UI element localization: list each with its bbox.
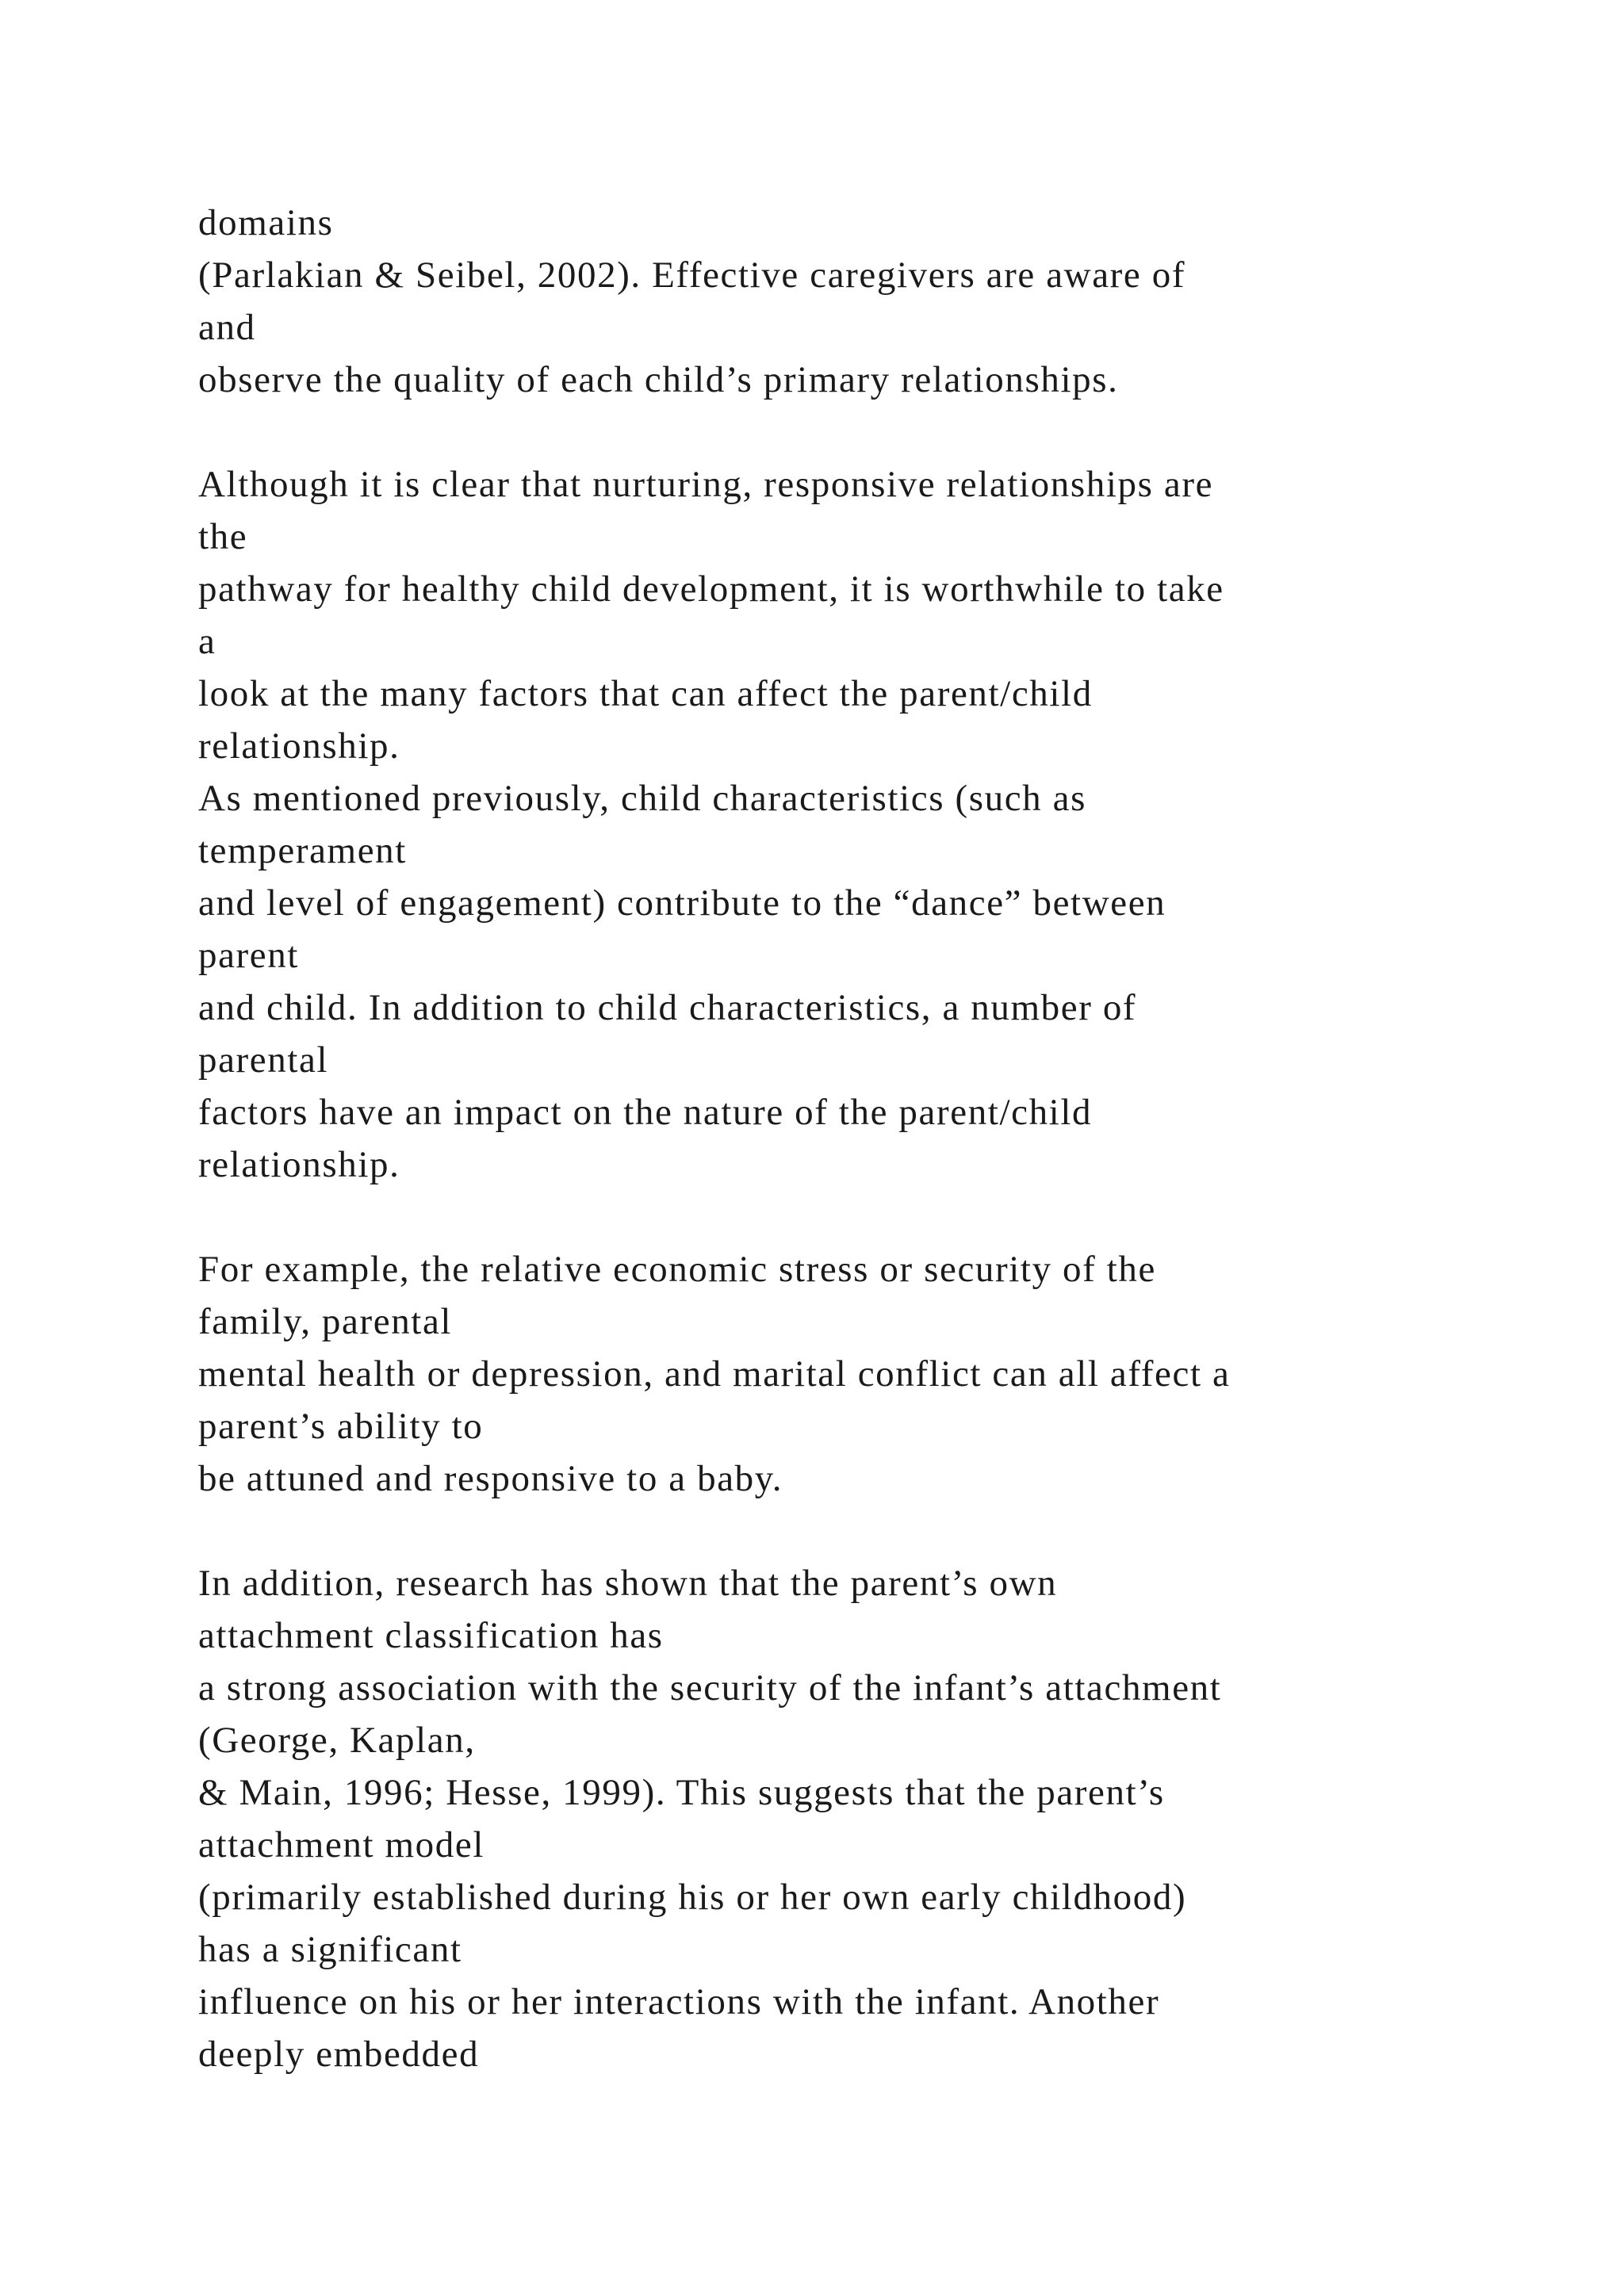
text-line: temperament <box>198 830 407 871</box>
text-line: family, parental <box>198 1301 453 1342</box>
text-line: influence on his or her interactions with the infant. Another <box>198 1981 1160 2022</box>
text-line: and <box>198 307 256 348</box>
text-line: (George, Kaplan, <box>198 1720 476 1761</box>
text-line: attachment classification has <box>198 1615 664 1656</box>
text-line: observe the quality of each child’s primary relationships. <box>198 359 1119 400</box>
text-line: be attuned and responsive to a baby. <box>198 1458 783 1499</box>
text-line: and level of engagement) contribute to the “dance” between <box>198 882 1166 924</box>
body-text <box>198 197 1546 2080</box>
text-line: domains <box>198 202 334 243</box>
text-line: (primarily established during his or her own early childhood) <box>198 1877 1187 1918</box>
text-line: relationship. <box>198 1144 400 1185</box>
text-line: factors have an impact on the nature of the parent/child <box>198 1092 1093 1133</box>
text-line: mental health or depression, and marital conflict can all affect a <box>198 1353 1231 1395</box>
text-line: & Main, 1996; Hesse, 1999). This suggests that the parent’s <box>198 1772 1165 1813</box>
paragraph <box>198 197 1546 406</box>
text-line: the <box>198 516 248 557</box>
text-line: For example, the relative economic stress or security of the <box>198 1249 1156 1290</box>
paragraph <box>198 1243 1546 1505</box>
text-line: parent’s ability to <box>198 1406 484 1447</box>
text-line: In addition, research has shown that the parent’s own <box>198 1563 1058 1604</box>
text-line: a <box>198 621 216 662</box>
text-line: and child. In addition to child characteristics, a number of <box>198 987 1137 1028</box>
text-line: deeply embedded <box>198 2034 480 2075</box>
paragraph <box>198 1557 1546 2080</box>
paragraph-gap <box>198 406 1546 458</box>
text-line: parental <box>198 1039 329 1081</box>
text-line: As mentioned previously, child characteristics (such as <box>198 778 1086 819</box>
paragraph-gap <box>198 1505 1546 1557</box>
text-line: parent <box>198 935 300 976</box>
text-line: has a significant <box>198 1929 462 1970</box>
text-line: (Parlakian & Seibel, 2002). Effective caregivers are aware of <box>198 254 1186 296</box>
paragraph-gap <box>198 1191 1546 1243</box>
text-line: relationship. <box>198 725 400 767</box>
text-line: look at the many factors that can affect the parent/child <box>198 673 1093 714</box>
paragraph <box>198 458 1546 1191</box>
text-line: Although it is clear that nurturing, responsive relationships are <box>198 464 1214 505</box>
text-line: pathway for healthy child development, it is worthwhile to take <box>198 568 1224 610</box>
text-line: a strong association with the security of the infant’s attachment <box>198 1667 1222 1709</box>
text-line: attachment model <box>198 1824 485 1866</box>
